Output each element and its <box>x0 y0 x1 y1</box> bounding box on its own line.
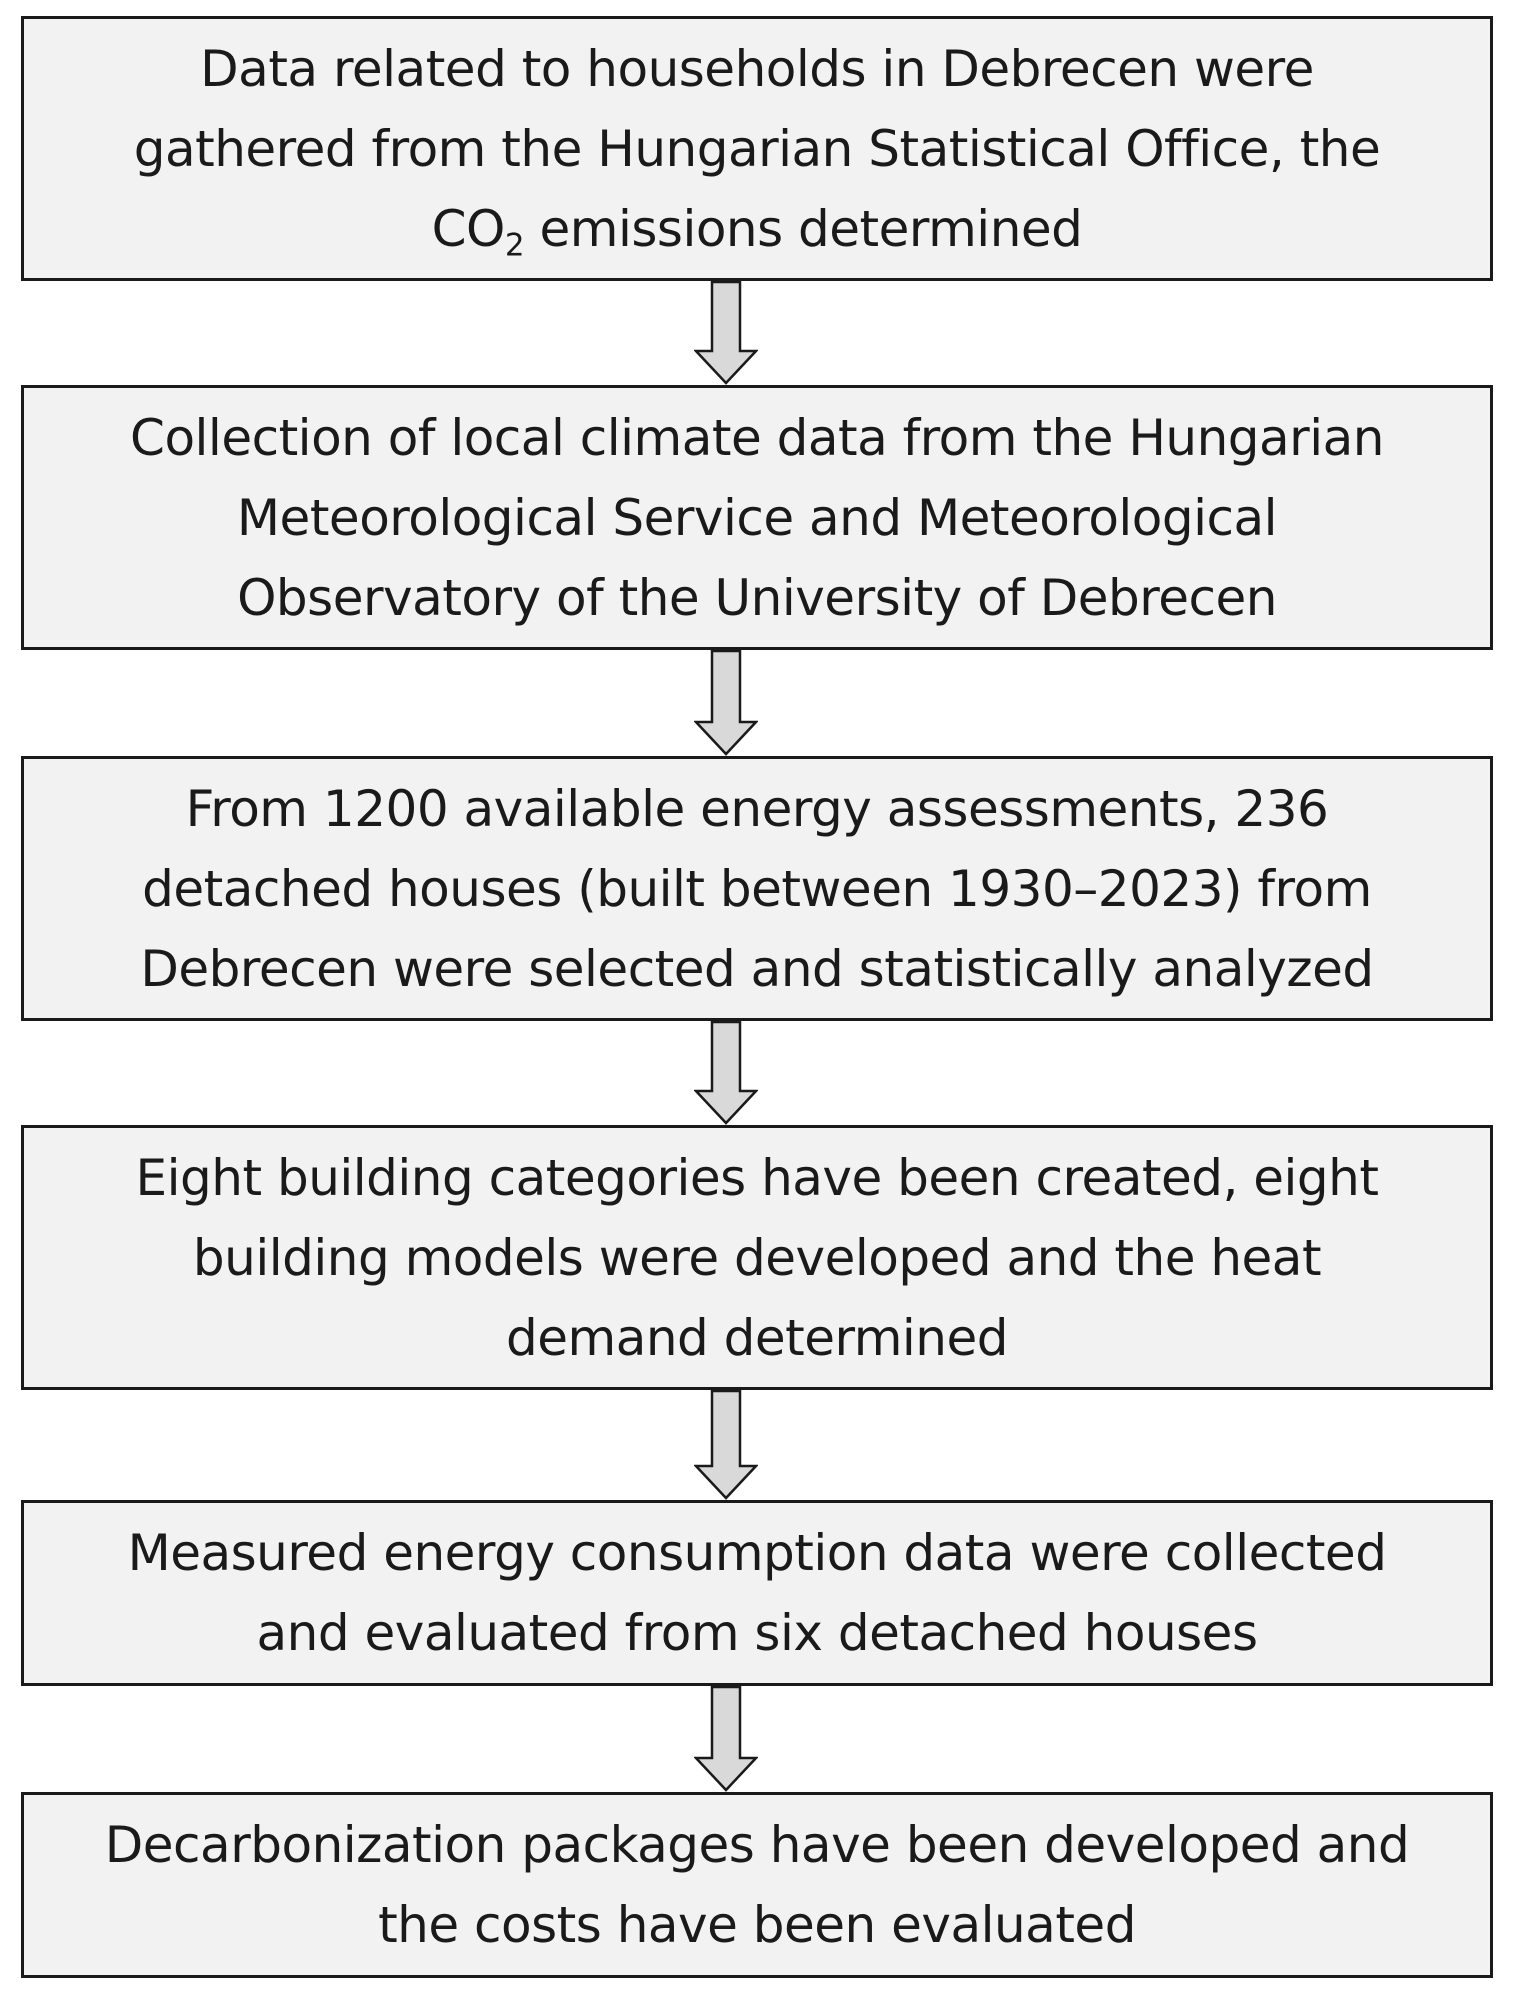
step-6-line-1: Decarbonization packages have been developed and <box>104 1816 1410 1874</box>
step-4-text <box>136 1138 1379 1378</box>
step-1-line-2: gathered from the Hungarian Statistical Office, the <box>133 119 1381 178</box>
down-arrow-icon <box>694 650 758 756</box>
step-2-text <box>130 398 1384 638</box>
step-4-building-models <box>21 1125 1493 1390</box>
step-3-line-1: From 1200 available energy assessments, 236 <box>185 779 1329 838</box>
down-arrow-icon <box>694 281 758 385</box>
step-3-line-2: detached houses (built between 1930–2023) from <box>142 859 1372 918</box>
step-5-line-1: Measured energy consumption data were collected <box>127 1524 1387 1582</box>
step-4-line-3: demand determined <box>506 1308 1008 1367</box>
step-1-data-gathering <box>21 16 1493 281</box>
co2-subscript: 2 <box>504 226 525 263</box>
step-1-line-3: $CO_2$ emissions determined <box>431 199 1083 263</box>
step-1-line-1: Data related to households in Debrecen were <box>200 39 1314 98</box>
step-5-text <box>128 1513 1387 1673</box>
step-2-climate-data <box>21 385 1493 650</box>
down-arrow-icon <box>694 1390 758 1500</box>
step-5-line-2: and evaluated from six detached houses <box>256 1604 1258 1662</box>
step-1-text <box>134 29 1381 269</box>
step-4-line-2: building models were developed and the heat <box>192 1228 1322 1287</box>
step-6-text <box>105 1805 1409 1965</box>
step-6-decarbonization-packages <box>21 1792 1493 1978</box>
step-4-line-1: Eight building categories have been created, eight <box>135 1148 1379 1207</box>
down-arrow-icon <box>694 1021 758 1125</box>
step-5-measured-consumption <box>21 1500 1493 1686</box>
step-6-line-2: the costs have been evaluated <box>378 1896 1136 1954</box>
step-3-text <box>140 769 1373 1009</box>
step-2-line-1: Collection of local climate data from the Hungarian <box>130 408 1384 467</box>
step-3-house-selection <box>21 756 1493 1021</box>
step-3-line-3: Debrecen were selected and statistically analyzed <box>140 939 1374 998</box>
step-2-line-2: Meteorological Service and Meteorological <box>236 488 1278 547</box>
step-2-line-3: Observatory of the University of Debrecen <box>237 568 1277 627</box>
down-arrow-icon <box>694 1686 758 1792</box>
